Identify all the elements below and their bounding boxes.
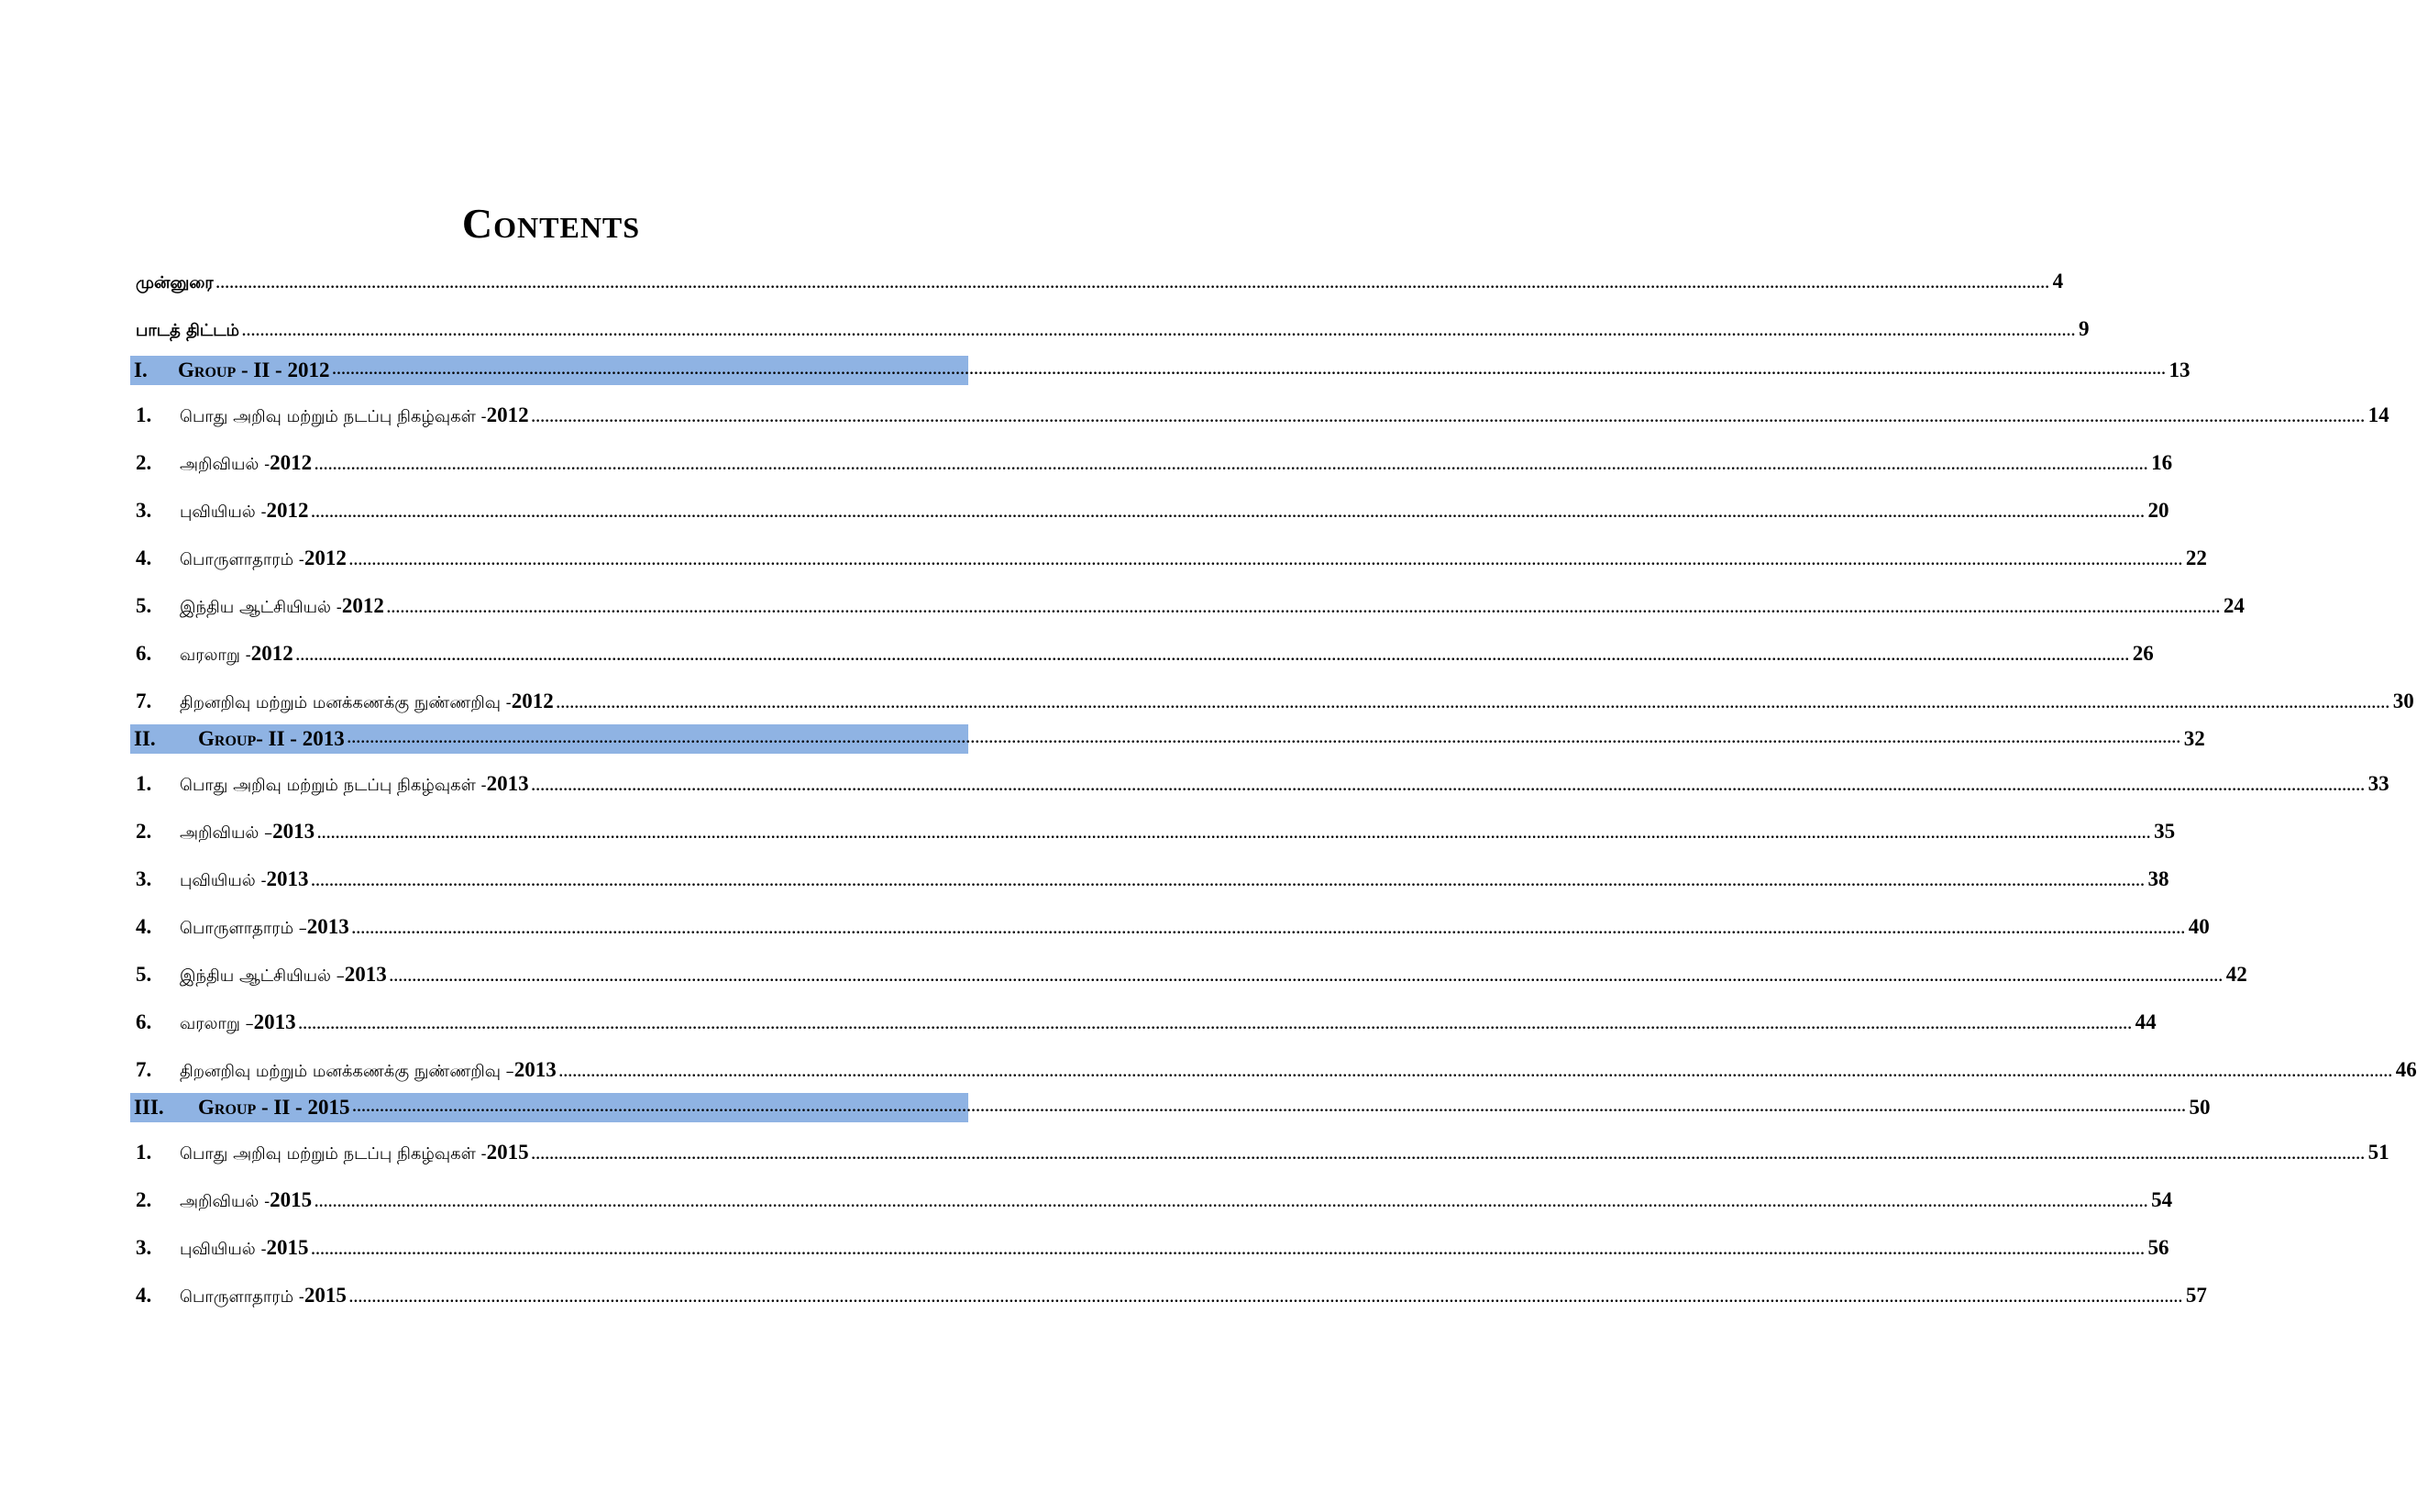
toc-page-number: 9 [2079,317,2090,340]
toc-entry-label: பொருளாதாரம் - [180,1287,304,1307]
toc-entry-label: பொருளாதாரம் – [180,919,307,938]
toc-entry-label: அறிவியல் – [180,823,273,843]
toc-entry-label: Group - II - 2012 [178,359,330,381]
toc-entry-year: 2013 [266,867,309,890]
toc-page-number: 20 [2147,499,2169,522]
toc-entry-number: 7. [136,690,152,712]
toc-entry-number: II. [134,727,156,750]
toc-entry-row[interactable] [136,499,2169,532]
toc-entry-number: I. [134,359,148,381]
toc-entry-row[interactable] [136,451,2173,484]
toc-page-number: 54 [2151,1188,2173,1211]
dot-leader: ................................................................................................................................................................................................................................................................................................................................................................................................................ [242,324,2077,339]
toc-entry-number: 2. [136,1188,152,1211]
toc-page-number: 26 [2132,642,2154,665]
toc-page-number: 46 [2395,1058,2417,1081]
dot-leader: ................................................................................................................................................................................................................................................................................................................................................................................................................ [311,874,2146,889]
toc-entry-year: 2015 [486,1141,529,1164]
toc-entry-year: 2013 [344,963,387,986]
toc-entry-label: பொது அறிவு மற்றும் நடப்பு நிகழ்வுகள் - [180,1144,487,1164]
toc-entry-year: 2013 [486,772,529,795]
toc-entry-label: இந்திய ஆட்சியியல் – [180,966,345,986]
toc-entry-year: 2012 [270,451,313,474]
toc-page-number: 42 [2225,963,2247,986]
toc-entry-number: 2. [136,451,152,474]
toc-entry-row[interactable] [136,594,2245,627]
dot-leader: ................................................................................................................................................................................................................................................................................................................................................................................................................ [295,648,2130,664]
toc-entry-row[interactable] [136,690,2414,723]
dot-leader: ................................................................................................................................................................................................................................................................................................................................................................................................................ [348,1290,2183,1306]
dot-leader: ................................................................................................................................................................................................................................................................................................................................................................................................................ [311,1242,2146,1258]
toc-page-number: 22 [2185,546,2207,569]
toc-entry-label: வரலாறு - [180,646,251,665]
toc-page-number: 16 [2151,451,2173,474]
toc-entry-year: 2012 [266,499,309,522]
toc-page-number: 44 [2135,1010,2157,1033]
toc-page-number: 56 [2147,1236,2169,1259]
toc-entry-row[interactable] [136,1188,2173,1221]
toc-entry-row[interactable] [136,820,2176,853]
dot-leader: ................................................................................................................................................................................................................................................................................................................................................................................................................ [348,553,2183,568]
toc-entry-year: 2012 [341,594,384,617]
toc-entry-number: 1. [136,772,152,795]
dot-leader: ................................................................................................................................................................................................................................................................................................................................................................................................................ [298,1017,2133,1032]
toc-entry-number: 1. [136,1141,152,1164]
toc-page-number: 4 [2052,270,2064,292]
toc-entry-row[interactable] [136,546,2207,579]
dot-leader: ................................................................................................................................................................................................................................................................................................................................................................................................................ [351,922,2186,937]
toc-entry-label: புவியியல் - [180,1240,267,1259]
toc-entry-label: புவியியல் - [180,871,267,890]
toc-entry-label: அறிவியல் - [180,1192,270,1211]
dot-leader: ................................................................................................................................................................................................................................................................................................................................................................................................................ [315,458,2149,473]
toc-entry-row[interactable] [136,270,2064,303]
toc-section-row[interactable] [130,356,2191,385]
toc-page-number: 30 [2392,690,2414,712]
toc-entry-year: 2015 [270,1188,313,1211]
toc-entry-year: 2013 [306,915,349,938]
toc-page-number: 40 [2188,915,2210,938]
toc-entry-label: அறிவியல் - [180,455,270,474]
dot-leader: ................................................................................................................................................................................................................................................................................................................................................................................................................ [386,601,2221,616]
toc-entry-number: 4. [136,546,152,569]
toc-section-row[interactable] [130,724,2205,754]
page-title: Contents [461,200,641,247]
toc-entry-number: 7. [136,1058,152,1081]
toc-page-number: 51 [2367,1141,2389,1164]
toc-entry-row[interactable] [136,1236,2169,1269]
toc-page-number: 38 [2147,867,2169,890]
toc-entry-row[interactable] [136,867,2169,900]
toc-page-number: 33 [2367,772,2389,795]
toc-entry-row[interactable] [136,772,2389,805]
toc-entry-row[interactable] [136,403,2389,436]
toc-entry-label: திறனறிவு மற்றும் மனக்கணக்கு நுண்ணறிவு - [180,693,512,712]
toc-page-number: 35 [2154,820,2176,843]
dot-leader: ................................................................................................................................................................................................................................................................................................................................................................................................................ [315,1195,2149,1210]
dot-leader: ................................................................................................................................................................................................................................................................................................................................................................................................................ [389,969,2224,985]
toc-page-number: 57 [2185,1284,2207,1307]
toc-entry-year: 2015 [266,1236,309,1259]
dot-leader: ................................................................................................................................................................................................................................................................................................................................................................................................................ [531,778,2366,794]
toc-entry-row[interactable] [136,915,2210,948]
toc-entry-label: பொருளாதாரம் - [180,550,304,569]
dot-leader: ................................................................................................................................................................................................................................................................................................................................................................................................................ [215,276,2050,292]
dot-leader: ................................................................................................................................................................................................................................................................................................................................................................................................................ [558,1065,2393,1080]
dot-leader: ................................................................................................................................................................................................................................................................................................................................................................................................................ [311,505,2146,521]
toc-entry-number: 4. [136,915,152,938]
toc-entry-row[interactable] [136,642,2154,675]
toc-entry-label: புவியியல் - [180,502,267,522]
dot-leader: ................................................................................................................................................................................................................................................................................................................................................................................................................ [556,696,2390,712]
toc-entry-year: 2013 [253,1010,296,1033]
toc-entry-year: 2012 [250,642,293,665]
toc-entry-year: 2013 [513,1058,557,1081]
toc-entry-number: III. [134,1096,164,1119]
toc-entry-number: 4. [136,1284,152,1307]
toc-entry-year: 2012 [511,690,554,712]
toc-entry-year: 2012 [486,403,529,426]
toc-entry-row[interactable] [136,963,2247,996]
toc-entry-row[interactable] [136,1284,2207,1317]
toc-page-number: 24 [2223,594,2245,617]
toc-entry-label: Group - II - 2015 [198,1096,350,1119]
toc-entry-year: 2015 [304,1284,347,1307]
toc-entry-year: 2013 [272,820,315,843]
toc-entry-label: Group- II - 2013 [198,727,345,750]
toc-entry-row[interactable] [136,317,2090,350]
dot-leader: ................................................................................................................................................................................................................................................................................................................................................................................................................ [317,826,2152,842]
toc-entry-number: 3. [136,867,152,890]
dot-leader: ................................................................................................................................................................................................................................................................................................................................................................................................................ [347,731,2181,746]
toc-entry-label: பொது அறிவு மற்றும் நடப்பு நிகழ்வுகள் - [180,407,487,426]
toc-entry-row[interactable] [136,1058,2417,1091]
toc-page-number: 14 [2367,403,2389,426]
dot-leader: ................................................................................................................................................................................................................................................................................................................................................................................................................ [332,362,2167,378]
toc-entry-number: 5. [136,594,152,617]
toc-entry-label: பொது அறிவு மற்றும் நடப்பு நிகழ்வுகள் - [180,776,487,795]
toc-entry-label: இந்திய ஆட்சியியல் - [180,598,342,617]
toc-entry-row[interactable] [136,1141,2389,1174]
toc-entry-label: வரலாறு – [180,1014,254,1033]
toc-entry-number: 6. [136,1010,152,1033]
toc-section-row[interactable] [130,1093,2211,1122]
toc-entry-number: 1. [136,403,152,426]
toc-entry-number: 6. [136,642,152,665]
toc-page-number: 32 [2183,727,2205,750]
toc-entry-label: திறனறிவு மற்றும் மனக்கணக்கு நுண்ணறிவு – [180,1062,514,1081]
dot-leader: ................................................................................................................................................................................................................................................................................................................................................................................................................ [531,410,2366,425]
toc-entry-number: 3. [136,499,152,522]
dot-leader: ................................................................................................................................................................................................................................................................................................................................................................................................................ [531,1147,2366,1163]
toc-entry-number: 3. [136,1236,152,1259]
toc-page-number: 50 [2189,1096,2211,1119]
toc-page-number: 13 [2169,359,2191,381]
toc-entry-label: முன்னுரை [136,273,214,292]
toc-entry-row[interactable] [136,1010,2157,1043]
toc-entry-year: 2012 [304,546,347,569]
dot-leader: ................................................................................................................................................................................................................................................................................................................................................................................................................ [352,1099,2187,1115]
toc-entry-number: 2. [136,820,152,843]
toc-entry-label: பாடத் திட்டம் [136,321,240,340]
toc-entry-number: 5. [136,963,152,986]
